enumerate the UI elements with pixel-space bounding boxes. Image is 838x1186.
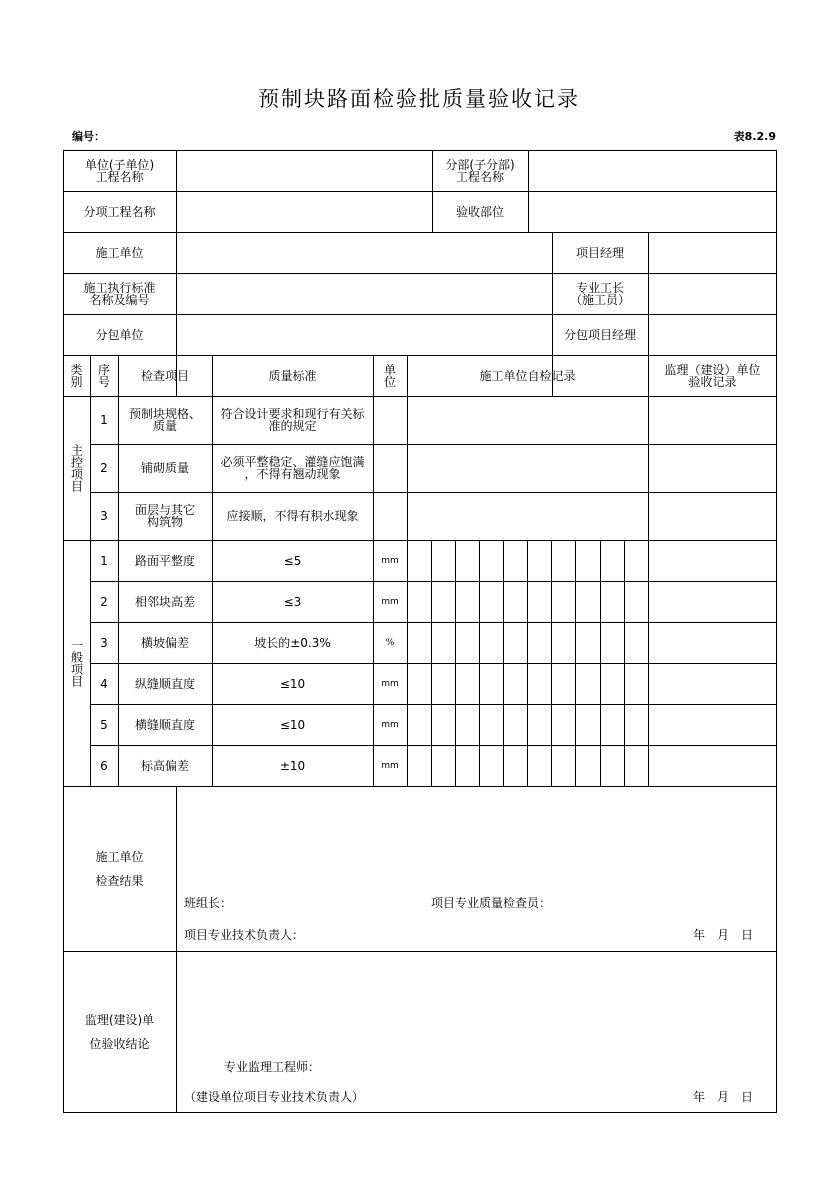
sub-project-name-field[interactable] — [529, 151, 776, 191]
general-item-unit: mm — [381, 596, 399, 607]
tech-lead-label: 项目专业技术负责人： — [184, 928, 305, 942]
general-item-unit: mm — [381, 760, 399, 771]
page-title: 预制块路面检验批质量验收记录 — [258, 87, 580, 111]
grid-rule — [455, 540, 456, 786]
construction-unit-field[interactable] — [177, 233, 552, 273]
main-items-category: 主控项目 — [69, 444, 84, 492]
general-item-name: 纵缝顺直度 — [134, 676, 195, 691]
col-rule — [176, 786, 177, 1113]
general-item-name: 相邻块高差 — [134, 594, 195, 609]
foreman-label: 专业工长 （施工员） — [569, 280, 630, 307]
supervisor-header: 监理（建设）单位 验收记录 — [664, 362, 761, 389]
main-item-standard: 符合设计要求和现行有关标 准的规定 — [220, 407, 365, 433]
general-item-standard: ±10 — [279, 758, 306, 773]
item-project-name-field[interactable] — [177, 192, 432, 232]
standard-field[interactable] — [177, 274, 552, 314]
grid-rule — [503, 540, 504, 786]
general-item-name: 横缝顺直度 — [134, 717, 195, 732]
self-check-header: 施工单位自检记录 — [479, 368, 576, 383]
quality-standard-header: 质量标准 — [268, 368, 317, 383]
item-project-name-label: 分项工程名称 — [83, 204, 156, 219]
main-item-seq: 1 — [100, 413, 108, 427]
standard-label: 施工执行标准 名称及编号 — [83, 280, 156, 307]
quality-inspector-label: 项目专业质量检查员： — [431, 896, 552, 910]
general-item-standard: ≤3 — [283, 594, 302, 609]
foreman-field[interactable] — [649, 274, 776, 314]
grid-rule — [600, 540, 601, 786]
general-item-seq: 6 — [100, 758, 108, 773]
main-item-name: 铺砌质量 — [140, 461, 189, 475]
general-item-seq: 2 — [100, 594, 108, 609]
general-item-seq: 4 — [100, 676, 108, 691]
inspection-part-label: 验收部位 — [455, 204, 504, 219]
category-header: 类 别 — [70, 362, 83, 389]
unit-project-name-label: 单位(子单位) 工程名称 — [84, 157, 155, 184]
grid-rule — [624, 540, 625, 786]
unit-project-name-field[interactable] — [177, 151, 432, 191]
grid-rule — [479, 540, 480, 786]
grid-rule — [431, 540, 432, 786]
unit-header: 单 位 — [383, 362, 396, 389]
col-rule — [407, 355, 408, 786]
main-item-standard: 必须平整稳定、灌缝应饱满 ，不得有翘动现象 — [220, 455, 365, 481]
table-number: 表8.2.9 — [733, 130, 776, 143]
project-manager-field[interactable] — [649, 233, 776, 273]
construction-result-label: 施工单位 检查结果 — [95, 849, 144, 888]
supervision-conclusion-label: 监理(建设)单 位验收结论 — [84, 1013, 155, 1051]
general-item-unit: mm — [381, 678, 399, 689]
general-item-standard: ≤10 — [279, 717, 306, 732]
general-items-category: 一般项目 — [69, 639, 84, 687]
general-item-standard: ≤10 — [279, 676, 306, 691]
code-label: 编号： — [72, 130, 105, 143]
general-item-standard: 坡长的±0.3% — [254, 635, 331, 650]
sub-project-manager-field[interactable] — [649, 315, 776, 355]
general-item-name: 横坡偏差 — [140, 635, 189, 650]
sub-project-manager-label: 分包项目经理 — [563, 327, 636, 342]
sub-project-name-label: 分部(子分部) 工程名称 — [445, 157, 515, 184]
subcontractor-field[interactable] — [177, 315, 552, 355]
general-item-seq: 3 — [100, 635, 108, 650]
main-item-standard: 应接顺，不得有积水现象 — [226, 509, 359, 523]
supervising-engineer-label: 专业监理工程师： — [224, 1060, 321, 1074]
general-item-unit: mm — [381, 719, 399, 730]
main-item-seq: 2 — [100, 461, 108, 475]
border-right — [776, 150, 777, 1113]
main-item-name: 面层与其它 构筑物 — [134, 503, 195, 529]
inspection-part-field[interactable] — [529, 192, 776, 232]
seq-header: 序 号 — [97, 362, 110, 389]
construction-unit-label: 施工单位 — [95, 245, 144, 260]
inspection-form — [63, 150, 777, 1113]
grid-rule — [527, 540, 528, 786]
general-item-unit: mm — [381, 555, 399, 566]
supervision-date: 年 月 日 — [693, 1090, 754, 1104]
team-leader-label: 班组长： — [184, 896, 233, 910]
general-item-name: 路面平整度 — [134, 553, 195, 568]
grid-rule — [575, 540, 576, 786]
general-item-standard: ≤5 — [283, 553, 302, 568]
subcontractor-label: 分包单位 — [95, 327, 144, 342]
col-rule — [648, 355, 649, 786]
general-item-name: 标高偏差 — [140, 758, 189, 773]
general-item-unit: % — [385, 637, 395, 648]
main-item-seq: 3 — [100, 509, 108, 523]
main-item-name: 预制块规格、 质量 — [128, 407, 201, 433]
check-item-header: 检查项目 — [140, 368, 189, 383]
project-manager-label: 项目经理 — [575, 245, 624, 260]
construction-date: 年 月 日 — [693, 928, 754, 942]
grid-rule — [551, 540, 552, 786]
general-item-seq: 5 — [100, 717, 108, 732]
general-item-seq: 1 — [100, 553, 108, 568]
owner-rep-label: （建设单位项目专业技术负责人） — [184, 1090, 365, 1104]
